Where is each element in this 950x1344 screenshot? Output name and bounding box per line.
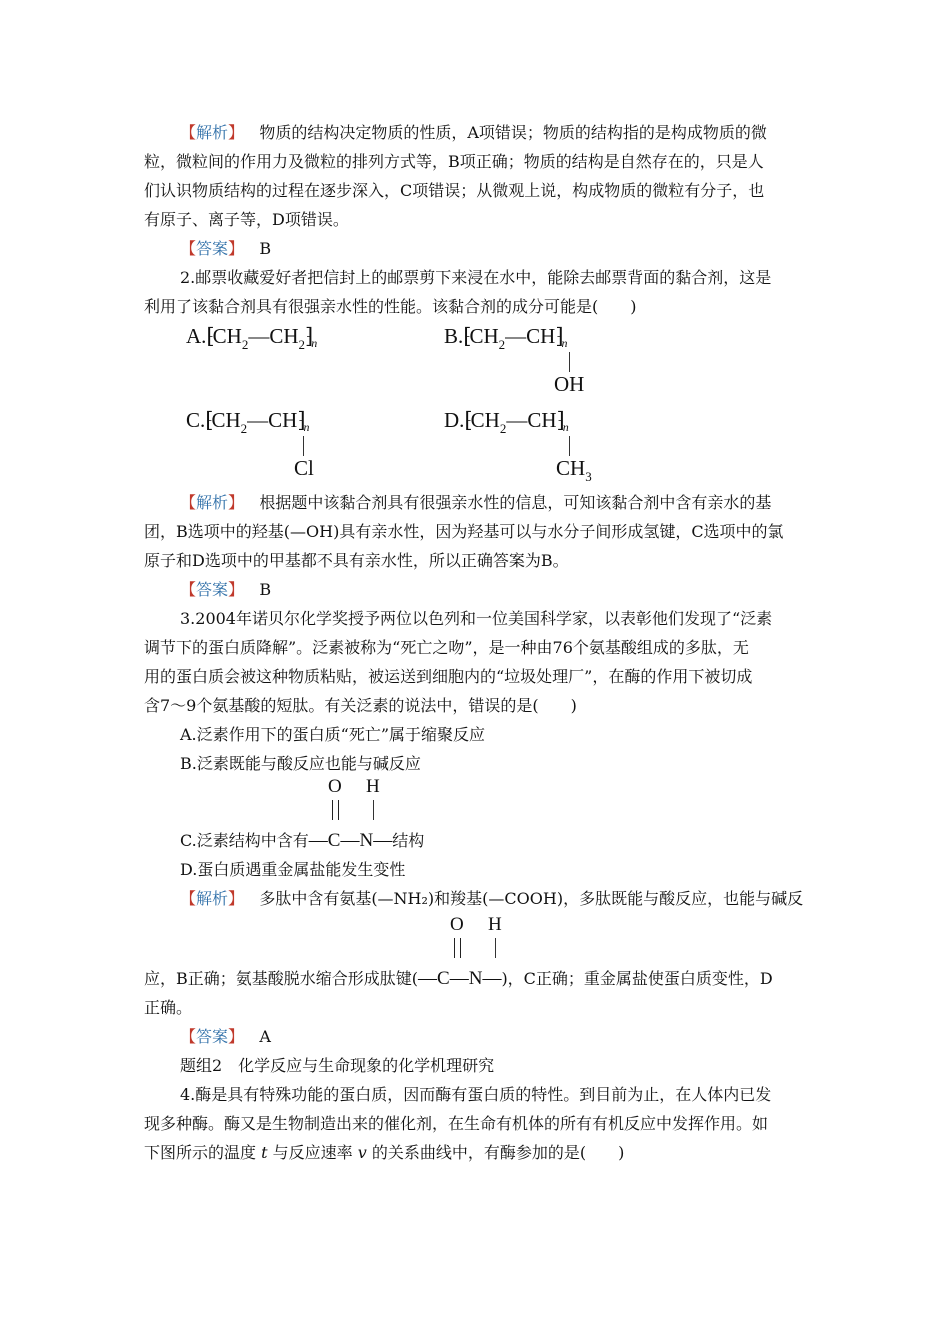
q3-analysis-line-2: 应，B正确；氨基酸脱水缩合形成肽键(—C—N—)，C正确；重金属盐使蛋白质变性，D	[144, 968, 773, 989]
q3-option-b: B.泛素既能与酸反应也能与碱反应	[180, 754, 421, 773]
answer-tag: 【答案】	[180, 239, 245, 258]
q3-c-nh-bond	[373, 800, 374, 820]
q2-stem-line-1: 2.邮票收藏爱好者把信封上的邮票剪下来浸在水中，能除去邮票背面的黏合剂，这是	[180, 268, 772, 287]
q3-analysis-line-3: 正确。	[144, 998, 193, 1017]
q2-analysis-line-3: 原子和D选项中的甲基都不具有亲水性，所以正确答案为B。	[144, 551, 569, 570]
q3-option-c: C.泛素结构中含有—C—N—结构	[180, 830, 425, 851]
q2-answer: 【答案】 B	[180, 580, 272, 599]
q3-analysis-nh-bond	[495, 938, 496, 958]
q1-analysis-line-2: 粒，微粒间的作用力及微粒的排列方式等，B项正确；物质的结构是自然存在的，只是人	[144, 152, 764, 171]
q2-b-oh: OH	[554, 372, 585, 396]
q3-answer: 【答案】 A	[180, 1027, 271, 1046]
analysis-tag: 【解析】	[180, 493, 245, 512]
q2-b-bond	[569, 352, 570, 372]
q2-option-b: $B.⁅CH_2—CH⁆n$	[444, 324, 568, 352]
q1-answer: 【答案】 B	[180, 239, 272, 258]
q2-d-bond	[569, 436, 570, 456]
group-2-title: 题组2 化学反应与生命现象的化学机理研究	[180, 1056, 495, 1075]
q3-analysis-double-bond	[454, 938, 461, 958]
q2-option-d: $D.⁅CH_2—CH⁆n$	[444, 408, 569, 436]
q2-analysis-line-1: 【解析】 根据题中该黏合剂具有很强亲水性的信息，可知该黏合剂中含有亲水的基	[180, 493, 772, 512]
analysis-tag: 【解析】	[180, 889, 245, 908]
q2-d-ch3: $CH_3$	[556, 456, 592, 484]
q2-c-bond	[303, 436, 304, 456]
q3-analysis-hydrogen: H	[488, 914, 502, 935]
q1-analysis-line-3: 们认识物质结构的过程在逐步深入，C项错误；从微观上说，构成物质的微粒有分子，也	[144, 181, 765, 200]
q3-analysis-line-1: 【解析】 多肽中含有氨基(—NH₂)和羧基(—COOH)，多肽既能与酸反应，也能与碱反	[180, 889, 804, 908]
answer-tag: 【答案】	[180, 1027, 245, 1046]
q4-stem-line-2: 现多种酶。酶又是生物制造出来的催化剂，在生命有机体的所有有机反应中发挥作用。如	[144, 1114, 769, 1133]
q3-c-oxygen: O	[328, 776, 342, 797]
q3-stem-line-4: 含7～9个氨基酸的短肽。有关泛素的说法中，错误的是( )	[144, 696, 577, 715]
q1-analysis-line-4: 有原子、离子等，D项错误。	[144, 210, 349, 229]
q2-analysis-line-2: 团，B选项中的羟基(—OH)具有亲水性，因为羟基可以与水分子间形成氢键，C选项中的氯	[144, 522, 784, 541]
q3-c-hydrogen: H	[366, 776, 380, 797]
q3-stem-line-2: 调节下的蛋白质降解”。泛素被称为“死亡之吻”，是一种由76个氨基酸组成的多肽，无	[144, 638, 749, 657]
q4-stem-line-1: 4.酶是具有特殊功能的蛋白质，因而酶有蛋白质的特性。到目前为止，在人体内已发	[180, 1085, 772, 1104]
q4-stem-line-3: 下图所示的温度 t 与反应速率 v 的关系曲线中，有酶参加的是( )	[144, 1143, 625, 1162]
q2-c-cl: Cl	[294, 456, 314, 480]
analysis-tag: 【解析】	[180, 123, 245, 142]
q3-option-a: A.泛素作用下的蛋白质“死亡”属于缩聚反应	[180, 725, 486, 744]
q3-stem-line-1: 3.2004年诺贝尔化学奖授予两位以色列和一位美国科学家，以表彰他们发现了“泛素	[180, 609, 773, 628]
q2-option-a: $A.⁅CH_2—CH_2⁆n$	[186, 324, 318, 352]
q2-stem-line-2: 利用了该黏合剂具有很强亲水性的性能。该黏合剂的成分可能是( )	[144, 297, 637, 316]
q3-option-d: D.蛋白质遇重金属盐能发生变性	[180, 860, 406, 879]
q3-stem-line-3: 用的蛋白质会被这种物质粘贴，被运送到细胞内的“垃圾处理厂”，在酶的作用下被切成	[144, 667, 753, 686]
answer-tag: 【答案】	[180, 580, 245, 599]
q1-analysis-line-1: 【解析】 物质的结构决定物质的性质，A项错误；物质的结构指的是构成物质的微	[180, 123, 767, 142]
q3-c-double-bond	[332, 800, 339, 820]
q2-option-c: $C.⁅CH_2—CH⁆n$	[186, 408, 310, 436]
q3-analysis-oxygen: O	[450, 914, 464, 935]
